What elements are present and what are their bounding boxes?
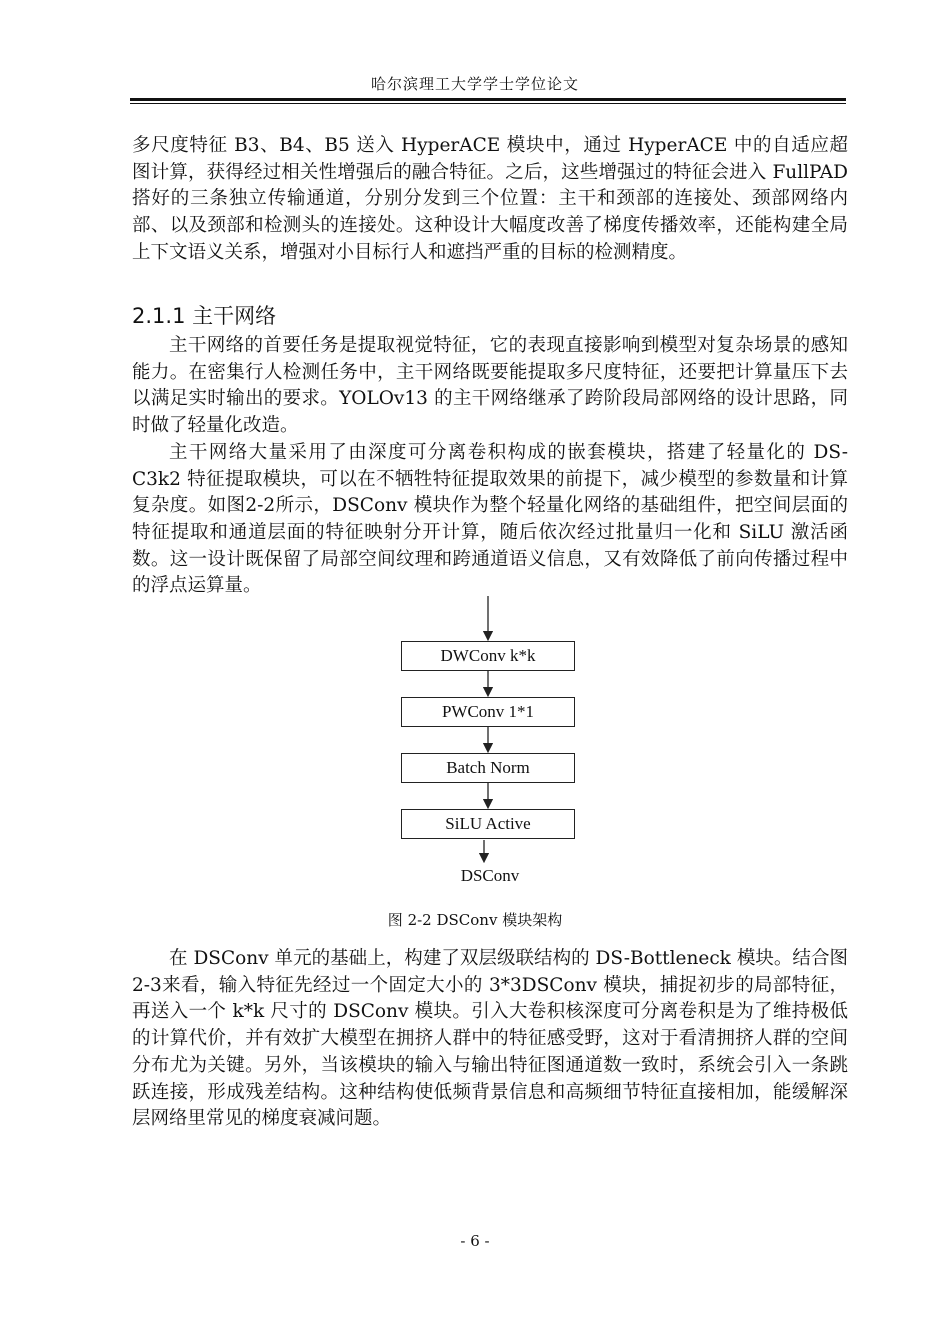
paragraph-intro: 多尺度特征 B3、B4、B5 送入 HyperACE 模块中，通过 HyperACE 中的自适应超图计算，获得经过相关性增强后的融合特征。之后，这些增强过的特征会进入 FullPAD 搭好的三条独立传输通道，分别分发到三个位置：主干和颈部的连接处、颈部网络内部、以及颈部和检测头的连接处。这种设计大幅度改善了梯度传播效率，还能构建全局上下文语义关系，增强对小目标行人和遮挡严重的目标的检测精度。: [132, 135, 848, 263]
running-header: 哈尔滨理工大学学士学位论文: [370, 75, 579, 93]
figure-caption: 图 2-2 DSConv 模块架构: [387, 911, 563, 929]
dsconv-output-label: DSConv: [460, 866, 520, 885]
ds-bottleneck-block: [132, 946, 848, 1133]
section-heading: 2.1.1 主干网络: [132, 304, 277, 328]
dwconv-box: DWConv k*k: [401, 641, 575, 671]
silu-box: SiLU Active: [401, 809, 575, 839]
batchnorm-box: Batch Norm: [401, 753, 575, 783]
page-number: - 6 -: [460, 1232, 490, 1250]
paragraph-ds-bottleneck: 在 DSConv 单元的基础上，构建了双层级联结构的 DS-Bottleneck 模块。结合图2-3来看，输入特征先经过一个固定大小的 3*3DSConv 模块，捕捉初步的局部特征，再送入一个 k*k 尺寸的 DSConv 模块。引入大卷积核深度可分离卷积是为了维持极低的计算代价，并有效扩大模型在拥挤人群中的特征感受野，这对于看清拥挤人群的空间分布尤为关键。另外，当该模块的输入与输出特征图通道数一致时，系统会引入一条跳跃连接，形成残差结构。这种结构使低频背景信息和高频细节特征直接相加，能缓解深层网络里常见的梯度衰减问题。: [132, 948, 848, 1130]
paragraph-backbone-2: 主干网络大量采用了由深度可分离卷积构成的嵌套模块，搭建了轻量化的 DS-C3k2 特征提取模块，可以在不牺牲特征提取效果的前提下，减少模型的参数量和计算复杂度。如图2-2所示，DSConv 模块作为整个轻量化网络的基础组件，把空间层面的特征提取和通道层面的特征映射分开计算，随后依次经过批量归一化和 SiLU 激活函数。这一设计既保留了局部空间纹理和跨通道语义信息，又有效降低了前向传播过程中的浮点运算量。: [132, 441, 848, 597]
pwconv-box: PWConv 1*1: [401, 697, 575, 727]
paragraph-backbone-1: 主干网络的首要任务是提取视觉特征，它的表现直接影响到模型对复杂场景的感知能力。在密集行人检测任务中，主干网络既要能提取多尺度特征，还要把计算量压下去以满足实时输出的要求。YOLOv13 的主干网络继承了跨阶段局部网络的设计思路，同时做了轻量化改造。: [132, 335, 848, 437]
